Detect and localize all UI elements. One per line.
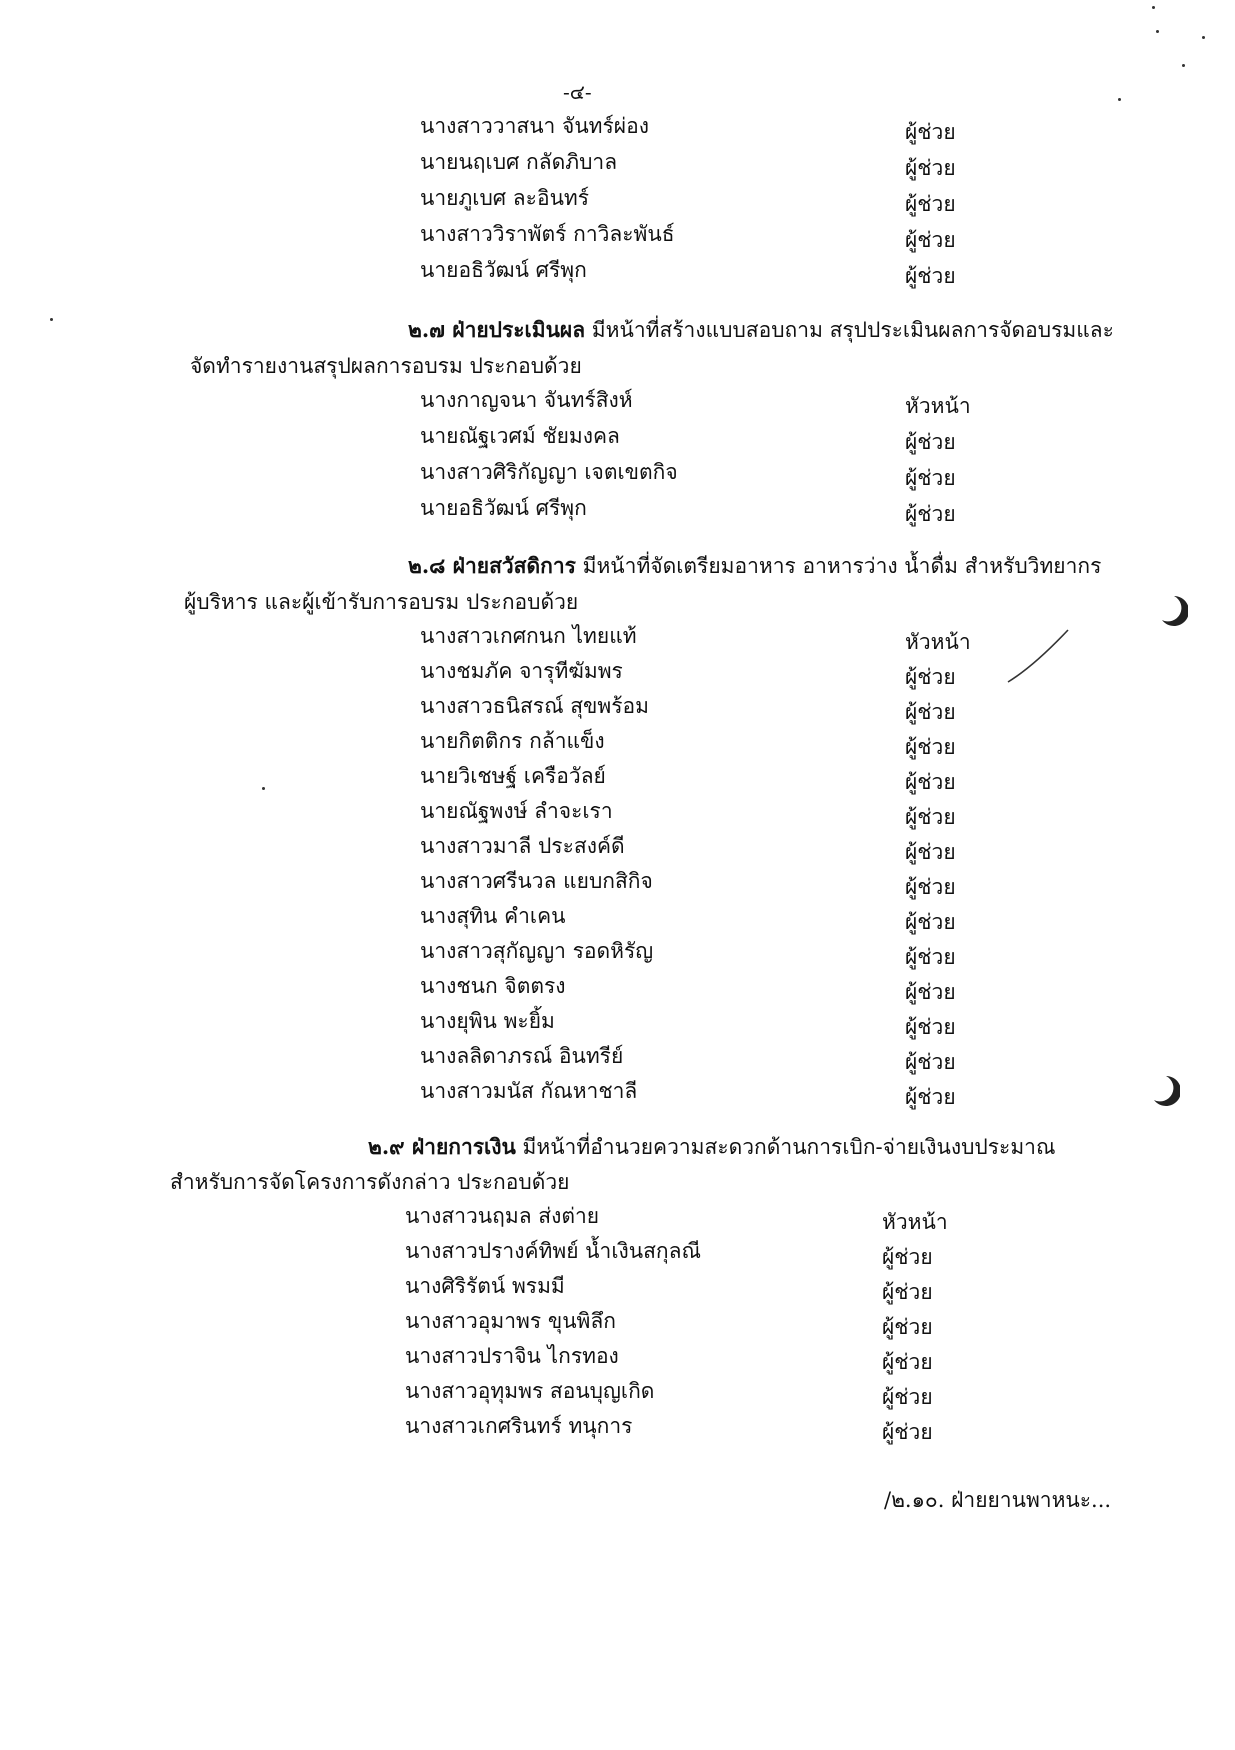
section-heading bbox=[408, 316, 1114, 344]
section-duty: มีหน้าที่อำนวยความสะดวกด้านการเบิก-จ่ายเงินงบประมาณ bbox=[515, 1135, 1056, 1159]
member-role: ผู้ช่วย bbox=[882, 1280, 933, 1304]
member-name: นางสาวเกศกนก ไทยแท้ bbox=[420, 624, 637, 648]
section-duty-continuation: สำหรับการจัดโครงการดังกล่าว ประกอบด้วย bbox=[170, 1170, 570, 1194]
scan-speck bbox=[262, 787, 265, 790]
member-role: ผู้ช่วย bbox=[882, 1350, 933, 1374]
member-role: หัวหน้า bbox=[905, 630, 971, 654]
member-name: นางสาวปราจิน ไกรทอง bbox=[405, 1344, 619, 1368]
member-role: ผู้ช่วย bbox=[905, 228, 956, 252]
scan-speck bbox=[1152, 6, 1155, 9]
member-role: ผู้ช่วย bbox=[905, 665, 956, 689]
member-role: ผู้ช่วย bbox=[905, 156, 956, 180]
section-duty-continuation: ผู้บริหาร และผู้เข้ารับการอบรม ประกอบด้วย bbox=[184, 590, 579, 614]
crescent-mark-icon bbox=[1160, 594, 1188, 628]
member-role: ผู้ช่วย bbox=[905, 945, 956, 969]
section-title: ฝ่ายการเงิน bbox=[411, 1134, 516, 1159]
member-name: นายอธิวัฒน์ ศรีพุก bbox=[420, 258, 587, 282]
scan-speck bbox=[1202, 36, 1205, 39]
member-role: หัวหน้า bbox=[882, 1210, 948, 1234]
member-name: นายภูเบศ ละอินทร์ bbox=[420, 186, 590, 210]
member-name: นางสาวมาลี ประสงค์ดี bbox=[420, 834, 625, 858]
page-number: -๔- bbox=[563, 80, 592, 104]
member-name: นางสาวปรางค์ทิพย์ น้ำเงินสกุลณี bbox=[405, 1239, 701, 1263]
member-name: นางสาวศิริกัญญา เจตเขตกิจ bbox=[420, 460, 678, 484]
member-role: ผู้ช่วย bbox=[905, 502, 956, 526]
member-name: นายอธิวัฒน์ ศรีพุก bbox=[420, 496, 587, 520]
member-name: นางชมภัค จารุทีฆัมพร bbox=[420, 659, 623, 683]
member-role: ผู้ช่วย bbox=[905, 910, 956, 934]
member-name: นางสาวอุมาพร ขุนพิลึก bbox=[405, 1309, 616, 1333]
member-name: นายวิเชษฐ์ เครือวัลย์ bbox=[420, 764, 606, 788]
member-role: ผู้ช่วย bbox=[882, 1385, 933, 1409]
member-name: นางสาวอุทุมพร สอนบุญเกิด bbox=[405, 1379, 655, 1403]
member-role: ผู้ช่วย bbox=[905, 466, 956, 490]
scan-speck bbox=[1118, 98, 1121, 101]
section-duty: มีหน้าที่สร้างแบบสอบถาม สรุปประเมินผลการจัดอบรมและ bbox=[585, 318, 1114, 342]
member-role: ผู้ช่วย bbox=[905, 1085, 956, 1109]
member-role: ผู้ช่วย bbox=[905, 1015, 956, 1039]
member-name: นายณัฐเวศม์ ชัยมงคล bbox=[420, 424, 620, 448]
member-role: ผู้ช่วย bbox=[905, 875, 956, 899]
member-role: ผู้ช่วย bbox=[905, 735, 956, 759]
member-role: หัวหน้า bbox=[905, 394, 971, 418]
section-heading bbox=[368, 1133, 1055, 1161]
pen-stroke-mark bbox=[1004, 626, 1074, 686]
member-role: ผู้ช่วย bbox=[905, 430, 956, 454]
member-name: นางศิริรัตน์ พรมมี bbox=[405, 1274, 565, 1298]
section-title: ฝ่ายประเมินผล bbox=[452, 317, 586, 342]
section-number: ๒.๗ bbox=[408, 317, 445, 342]
member-role: ผู้ช่วย bbox=[905, 700, 956, 724]
member-name: นายนฤเบศ กลัดภิบาล bbox=[420, 150, 618, 174]
member-name: นางสาวเกศรินทร์ ทนุการ bbox=[405, 1414, 633, 1438]
section-number: ๒.๘ bbox=[408, 553, 446, 578]
member-role: ผู้ช่วย bbox=[905, 840, 956, 864]
member-role: ผู้ช่วย bbox=[905, 192, 956, 216]
member-role: ผู้ช่วย bbox=[905, 980, 956, 1004]
member-role: ผู้ช่วย bbox=[882, 1420, 933, 1444]
scan-speck bbox=[1156, 30, 1159, 33]
member-role: ผู้ช่วย bbox=[905, 770, 956, 794]
member-name: นางสาววาสนา จันทร์ผ่อง bbox=[420, 114, 649, 138]
section-duty: มีหน้าที่จัดเตรียมอาหาร อาหารว่าง น้ำดื่ม สำหรับวิทยากร bbox=[575, 554, 1102, 578]
member-name: นางสาวนฤมล ส่งต่าย bbox=[405, 1204, 600, 1228]
member-name: นางกาญจนา จันทร์สิงห์ bbox=[420, 388, 633, 412]
member-role: ผู้ช่วย bbox=[905, 1050, 956, 1074]
member-role: ผู้ช่วย bbox=[905, 805, 956, 829]
member-name: นางสาวสุกัญญา รอดหิรัญ bbox=[420, 939, 654, 963]
member-role: ผู้ช่วย bbox=[905, 264, 956, 288]
member-name: นางสาวศรีนวล แยบกสิกิจ bbox=[420, 869, 653, 893]
continuation-footer: /๒.๑๐. ฝ่ายยานพาหนะ... bbox=[884, 1488, 1112, 1512]
member-name: นางสาวธนิสรณ์ สุขพร้อม bbox=[420, 694, 649, 718]
member-name: นางลลิดาภรณ์ อินทรีย์ bbox=[420, 1044, 624, 1068]
member-role: ผู้ช่วย bbox=[905, 120, 956, 144]
section-heading bbox=[408, 552, 1101, 580]
scan-speck bbox=[50, 318, 53, 321]
member-role: ผู้ช่วย bbox=[882, 1245, 933, 1269]
scan-speck bbox=[1182, 64, 1185, 67]
member-name: นางยุพิน พะยิ้ม bbox=[420, 1009, 555, 1033]
member-name: นางชนก จิตตรง bbox=[420, 974, 566, 998]
member-name: นายณัฐพงษ์ ลำจะเรา bbox=[420, 799, 613, 823]
section-duty-continuation: จัดทำรายงานสรุปผลการอบรม ประกอบด้วย bbox=[190, 354, 582, 378]
member-name: นางสาวมนัส กัณหาชาลี bbox=[420, 1079, 638, 1103]
section-title: ฝ่ายสวัสดิการ bbox=[452, 553, 576, 578]
section-number: ๒.๙ bbox=[368, 1134, 405, 1159]
member-role: ผู้ช่วย bbox=[882, 1315, 933, 1339]
member-name: นางสุทิน คำเคน bbox=[420, 904, 566, 928]
member-name: นายกิตติกร กล้าแข็ง bbox=[420, 729, 605, 753]
crescent-mark-icon bbox=[1152, 1074, 1180, 1108]
member-name: นางสาววิราพัตร์ กาวิละพันธ์ bbox=[420, 222, 675, 246]
